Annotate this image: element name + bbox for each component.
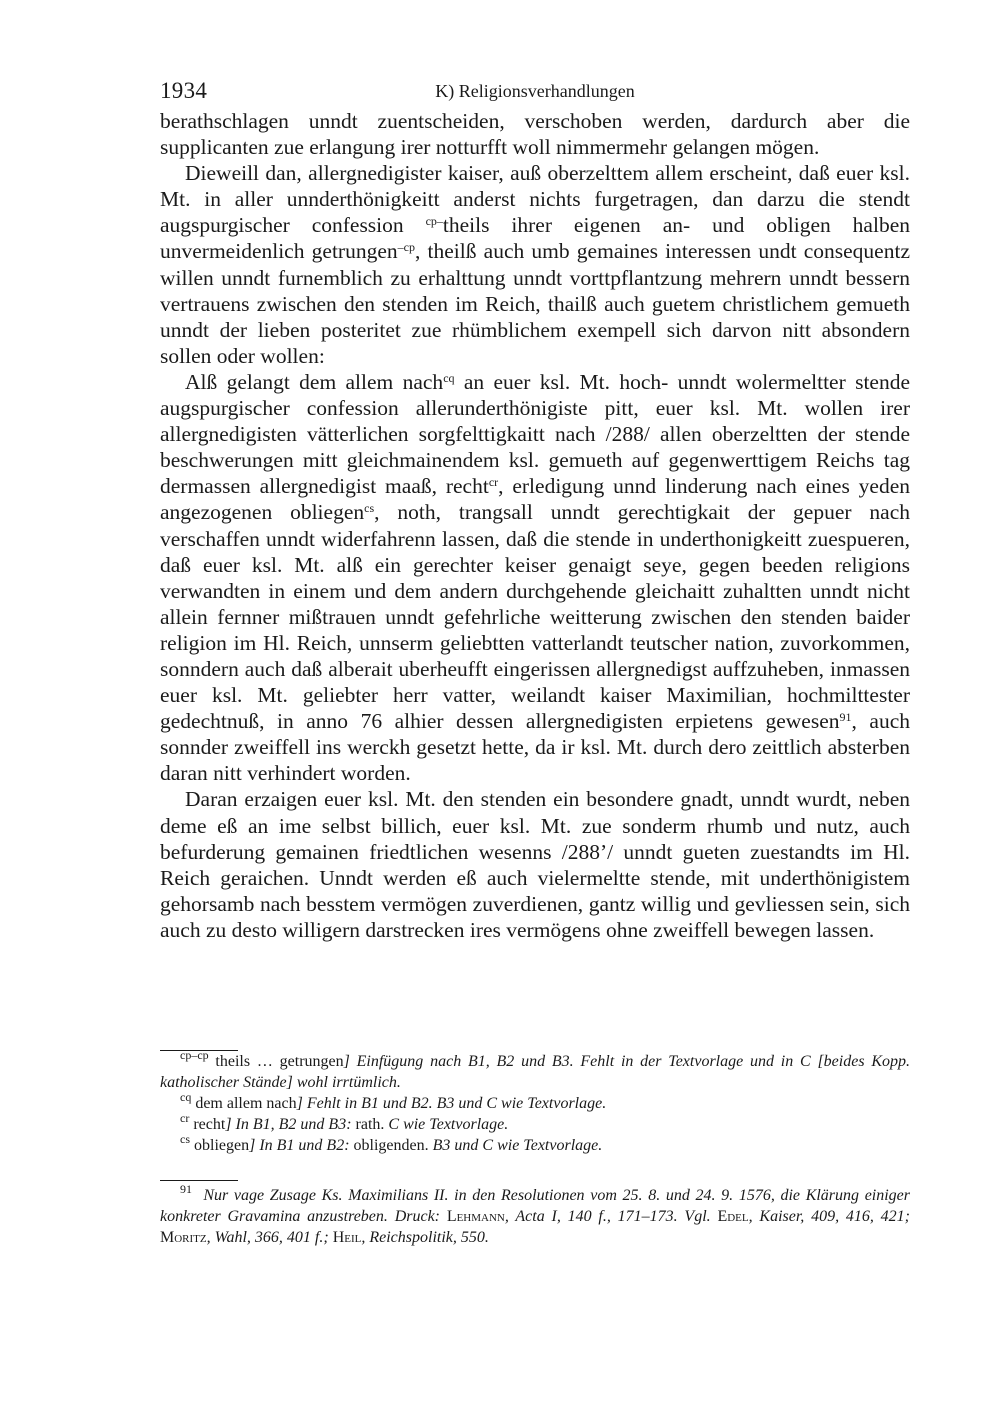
apparatus-note-cs-lemma: obliegen — [190, 1137, 250, 1154]
apparatus-marker-cs: cs — [364, 501, 375, 516]
paragraph-2 — [160, 160, 910, 369]
page-number: 1934 — [160, 78, 208, 103]
footnote-91-author-moritz: Moritz — [160, 1229, 207, 1246]
critical-apparatus — [160, 1050, 910, 1156]
apparatus-note-cr-text-b: C wie Textvorlage. — [384, 1116, 509, 1133]
running-head — [160, 78, 910, 108]
paragraph-2-text-b: theils ihrer eigenen an- und obligen halben unvermeidenlich getrungen — [160, 213, 910, 264]
paragraph-2-text-c: , theilß auch umb gemaines interessen undt consequentz willen unndt furnemblich zu erhalttung unndt vorttpflantzung mehrern unndt bessern vertrauens zwischen den stenden im Reich, thailß auch guetem christlichem gemueth unndt der lieben posteritet zue rhümblichem exempell sich darvon nitt absondern sollen oder wollen: — [160, 239, 910, 368]
apparatus-note-cs-mark: cs — [180, 1132, 190, 1146]
footnote-91-text-b: , Acta I, 140 f., 171–173. Vgl. — [504, 1208, 718, 1225]
apparatus-note-cs-reading: obligenden. — [349, 1137, 429, 1154]
apparatus-note-cs — [160, 1132, 910, 1156]
apparatus-note-cp-mark: cp–cp — [180, 1048, 209, 1062]
apparatus-marker-cq: cq — [443, 370, 455, 385]
paragraph-3-text-a: Alß gelangt dem allem nach — [185, 369, 444, 394]
footnotes — [160, 1180, 910, 1248]
footnote-91-text-d: , Wahl, 366, 401 f.; — [206, 1229, 333, 1246]
paragraph-3-text-b: an euer ksl. Mt. hoch- unndt wolermeltter stende augspurgischer confession allerunderthönigiste pitt, euer ksl. Mt. wollen irer allergnedigisten vätterlichen sorgfelttigkaitt nach /288/ allen oberzeltten der stende beschwerungen mitt gleichmainendem ksl. gemueth auf gegenwerttigem Reichs tag dermassen allergnedigist maaß, recht — [160, 369, 910, 499]
paragraph-4-text: Daran erzaigen euer ksl. Mt. den stenden ein besondere gnadt, unndt wurdt, neben deme eß an ime selbst billich, euer ksl. Mt. zue sonderm rhumb und nutz, auch befurderung gemainen friedtlichen wesenns /288’/ unndt gueten zuestandts im Hl. Reich geraichen. Unndt werden eß auch vielermeltte stende, mit underthönigistem gehorsamb nach besstem vermögen zuverdienen, gantz willig und gevliessen sein, sich auch zu desto willigern darstrecken ires vermögens ohne zweiffell bewegen lassen. — [160, 787, 910, 942]
footnote-91-text-e: , Reichspolitik, 550. — [361, 1229, 489, 1246]
paragraph-3 — [160, 369, 910, 787]
footnote-marker-91: 91 — [839, 710, 852, 725]
footnote-91-mark: 91 — [180, 1182, 192, 1196]
paragraph-3-text-c: , erledigung unnd linderung nach eines yeden angezogenen obliegen — [160, 474, 910, 525]
apparatus-note-cp — [160, 1048, 911, 1093]
apparatus-note-cq-text: ] Fehlt in B1 und B2. B3 und C wie Textvorlage. — [296, 1095, 607, 1112]
paragraph-1 — [160, 108, 910, 160]
footnote-91-text-a: Nur vage Zusage Ks. Maximilians II. in den Resolutionen vom 25. 8. und 24. 9. 1576, die Klärung einiger konkreter Gravamina anzustreben. Druck: — [160, 1187, 911, 1225]
apparatus-marker-cp-open: cp– — [425, 214, 443, 229]
page-content — [160, 78, 910, 943]
footnote-91-author-edel: Edel — [717, 1208, 749, 1225]
apparatus-note-cr-lemma: recht — [189, 1116, 226, 1133]
paragraph-3-text-e: , auch sonnder zweiffell ins werckh gesetzt hette, da ir ksl. Mt. durch dero zeittlich absterben daran nitt verhindert worden. — [160, 709, 910, 786]
section-title: K) Religionsverhandlungen — [435, 81, 635, 101]
apparatus-note-cs-text-b: B3 und C wie Textvorlage. — [428, 1137, 603, 1154]
apparatus-note-cp-lemma: theils … getrungen — [208, 1053, 344, 1070]
apparatus-note-cq — [160, 1090, 910, 1114]
apparatus-note-cr — [160, 1111, 910, 1135]
paragraph-3-text-d: , noth, trangsall unndt gerechtigkait der gepuer nach verschaffen unndt widerfahrenn lassen, daß die stende in underthonigkeitt zuespueren, daß euer ksl. Mt. alß ein gerechter keiser genaigt seye, gegen beeden religions verwandten in einem und dem andern durchgehende gleichaitt zuhaltten unndt nicht allein fernner mißtrauen unndt gefehrliche weitterung zwischen den stenden baider religion im Hl. Reich, unnserm geliebtten vatterlandt teutscher nation, zuvorkommen, sonndern auch daß alberait uberheufft eingerissen allergnedigst auffzuheben, inmassen euer ksl. Mt. geliebter herr vatter, weilandt kaiser Maximilian, hochmilttester gedechtnuß, in anno 76 alhier dessen allergnedigisten erpietens gewesen — [160, 500, 910, 734]
footnote-rule — [160, 1180, 238, 1181]
main-text — [160, 108, 910, 943]
paragraph-1-text: berathschlagen unndt zuentscheiden, verschoben werden, dardurch aber die supplicanten zue erlangung irer notturfft woll nimmermehr gelangen mögen. — [160, 109, 910, 160]
apparatus-note-cp-text: ] Einfügung nach B1, B2 und B3. Fehlt in der Textvorlage und in C [beides Kopp. katholischer Stände] wohl irrtümlich. — [160, 1053, 911, 1091]
apparatus-marker-cr: cr — [488, 475, 499, 490]
apparatus-note-cr-reading: rath. — [351, 1116, 385, 1133]
footnote-91-author-lehmann: Lehmann — [446, 1208, 505, 1225]
footnote-91 — [160, 1182, 911, 1248]
paragraph-2-text-a: Dieweill dan, allergnedigister kaiser, auß oberzelttem allem erscheint, daß euer ksl. Mt. in aller unnderthönigkeitt anderst nichts furgetragen, dan darzu die stendt augspurgischer confession — [160, 161, 910, 238]
apparatus-note-cr-text-a: ] In B1, B2 und B3: — [225, 1116, 352, 1133]
apparatus-note-cq-mark: cq — [180, 1090, 192, 1104]
apparatus-note-cs-text-a: ] In B1 und B2: — [249, 1137, 350, 1154]
paragraph-4 — [160, 786, 910, 943]
footnote-91-author-heil: Heil — [332, 1229, 362, 1246]
apparatus-note-cr-mark: cr — [180, 1111, 190, 1125]
apparatus-marker-cp-close: –cp — [397, 240, 415, 255]
footnote-91-text-c: , Kaiser, 409, 416, 421; — [748, 1208, 911, 1225]
apparatus-note-cq-lemma: dem allem nach — [191, 1095, 297, 1112]
